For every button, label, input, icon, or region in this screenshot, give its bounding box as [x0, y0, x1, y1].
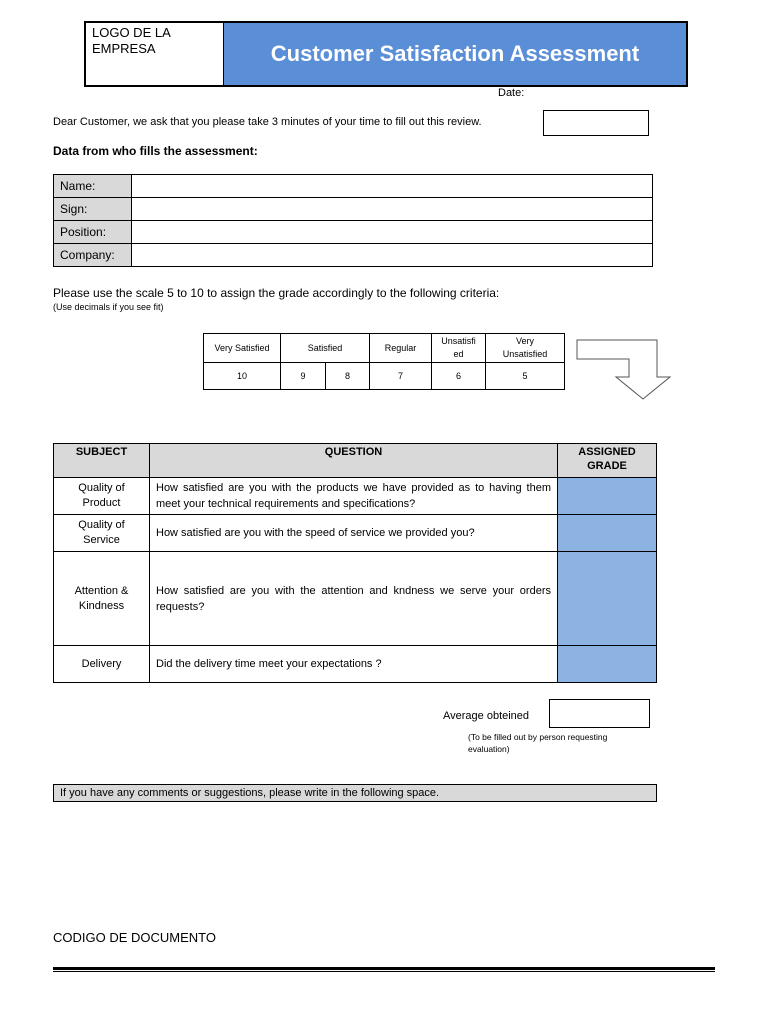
document-title: Customer Satisfaction Assessment [224, 23, 686, 85]
subject-line-1: Delivery [81, 657, 122, 670]
average-field[interactable] [549, 699, 650, 728]
document-code: CODIGO DE DOCUMENTO [53, 930, 216, 945]
scale-unsatisfied-line-2: ed [453, 349, 464, 359]
grading-scale-table [203, 333, 565, 390]
question-cell: How satisfied are you with the products we have provided as to having them meet your technical requirements and specifications? [150, 478, 558, 515]
subject-cell [54, 646, 150, 683]
scale-unsatisfied-line-1: Unsatisfi [441, 336, 476, 346]
grade-input-cell[interactable] [558, 646, 657, 683]
respondent-section-title: Data from who fills the assessment: [53, 144, 258, 158]
date-field[interactable] [543, 110, 649, 136]
company-field[interactable] [132, 244, 653, 267]
question-cell: How satisfied are you with the attention and kndness we serve your orders requests? [150, 552, 558, 646]
respondent-info-table [53, 174, 653, 267]
scale-very-unsatisfied-line-2: Unsatisfied [502, 349, 548, 359]
date-label: Date: [498, 87, 525, 99]
subject-cell [54, 478, 150, 515]
grade-header [558, 444, 657, 478]
scale-value: 7 [370, 363, 432, 390]
position-label: Position: [54, 221, 132, 244]
comments-bar: If you have any comments or suggestions, please write in the following space. [53, 784, 657, 802]
scale-value: 6 [432, 363, 486, 390]
average-label: Average obteined [443, 710, 530, 722]
name-label: Name: [54, 175, 132, 198]
question-header: QUESTION [150, 444, 558, 478]
scale-satisfied: Satisfied [281, 334, 370, 363]
table-row [54, 646, 657, 683]
table-row [54, 515, 657, 552]
grade-input-cell[interactable] [558, 515, 657, 552]
company-logo-placeholder [86, 23, 224, 85]
scale-regular: Regular [370, 334, 432, 363]
document-header [84, 21, 688, 87]
scale-value: 9 [281, 363, 326, 390]
table-row [54, 552, 657, 646]
intro-text: Dear Customer, we ask that you please take 3 minutes of your time to fill out this review. [53, 116, 482, 128]
subject-cell [54, 552, 150, 646]
subject-line-2: Kindness [78, 599, 125, 612]
question-cell: Did the delivery time meet your expectations ? [150, 646, 558, 683]
subject-line-1: Quality of [78, 482, 125, 494]
scale-unsatisfied [432, 334, 486, 363]
name-field[interactable] [132, 175, 653, 198]
subject-line-1: Quality of [78, 519, 125, 531]
question-cell: How satisfied are you with the speed of service we provided you? [150, 515, 558, 552]
scale-value: 5 [486, 363, 565, 390]
sign-field[interactable] [132, 198, 653, 221]
assessment-table [53, 443, 657, 683]
table-row [54, 478, 657, 515]
subject-header: SUBJECT [54, 444, 150, 478]
subject-line-2: Service [83, 534, 120, 546]
scale-value: 8 [326, 363, 370, 390]
average-note: (To be filled out by person requesting evaluation) [468, 732, 608, 754]
scale-very-unsatisfied [486, 334, 565, 363]
grade-header-line-2: GRADE [587, 460, 627, 472]
grade-header-line-1: ASSIGNED [578, 446, 636, 458]
footer-rule [53, 967, 715, 970]
subject-cell [54, 515, 150, 552]
footer-rule-thin [53, 971, 715, 972]
grade-input-cell[interactable] [558, 478, 657, 515]
scale-very-satisfied: Very Satisfied [204, 334, 281, 363]
grade-input-cell[interactable] [558, 552, 657, 646]
position-field[interactable] [132, 221, 653, 244]
scale-very-unsatisfied-line-1: Very [515, 336, 534, 346]
scale-note: (Use decimals if you see fit) [53, 302, 164, 312]
company-label: Company: [54, 244, 132, 267]
scale-instructions: Please use the scale 5 to 10 to assign the grade accordingly to the following criteria: [53, 286, 500, 300]
down-arrow-icon [576, 339, 672, 401]
logo-line-2: EMPRESA [92, 41, 156, 56]
logo-line-1: LOGO DE LA [92, 25, 171, 40]
sign-label: Sign: [54, 198, 132, 221]
scale-value: 10 [204, 363, 281, 390]
subject-line-1: Attention & [74, 584, 129, 597]
subject-line-2: Product [82, 497, 121, 509]
